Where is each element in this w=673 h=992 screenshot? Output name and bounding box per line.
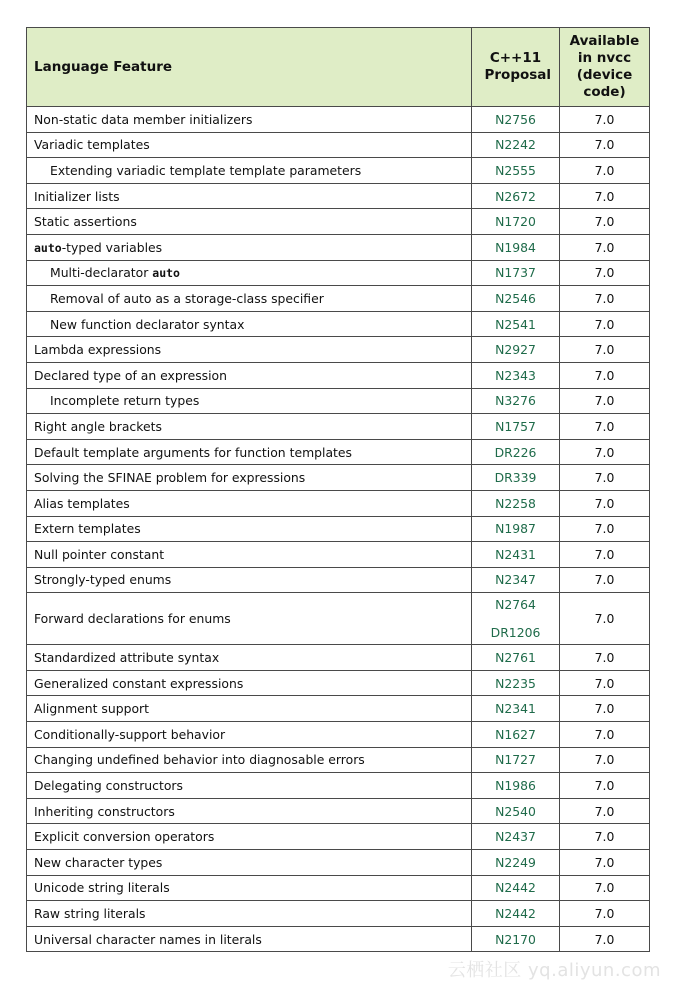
proposal-id: N2555: [495, 162, 536, 178]
feature-cell: [27, 696, 472, 722]
feature-cell: [27, 593, 472, 645]
proposal-id: N1737: [495, 265, 536, 281]
table-body: [27, 107, 650, 952]
feature-label: Strongly-typed enums: [34, 572, 172, 588]
feature-label: New character types: [34, 854, 163, 870]
available-version-cell: 7.0: [560, 362, 650, 388]
proposal-cell: [472, 670, 560, 696]
available-version-cell: 7.0: [560, 722, 650, 748]
proposal-cell: [472, 722, 560, 748]
proposal-id: N2761: [495, 650, 536, 666]
proposal-cell: [472, 901, 560, 927]
feature-cell: [27, 722, 472, 748]
table-row: [27, 670, 650, 696]
feature-cell: [27, 337, 472, 363]
available-version-cell: 7.0: [560, 209, 650, 235]
feature-cell: [27, 465, 472, 491]
feature-label: Universal character names in literals: [34, 931, 262, 947]
feature-cell: [27, 773, 472, 799]
table-row: [27, 311, 650, 337]
proposal-id: N2343: [495, 367, 536, 383]
feature-keyword: auto: [152, 266, 180, 281]
feature-cell: [27, 132, 472, 158]
proposal-id: N1727: [495, 752, 536, 768]
available-version-cell: 7.0: [560, 542, 650, 568]
proposal-cell: [472, 850, 560, 876]
table-row: [27, 850, 650, 876]
proposal-id: N2541: [495, 316, 536, 332]
cpp11-feature-table: [26, 27, 650, 952]
proposal-id: N2341: [495, 701, 536, 717]
proposal-cell: [472, 926, 560, 952]
proposal-id: N2347: [495, 572, 536, 588]
feature-cell: [27, 926, 472, 952]
feature-cell: [27, 107, 472, 133]
feature-label: Extending variadic template template parameters: [50, 162, 362, 178]
proposal-cell: [472, 645, 560, 671]
feature-label: Unicode string literals: [34, 880, 170, 896]
table-row: [27, 901, 650, 927]
available-version-cell: 7.0: [560, 567, 650, 593]
feature-cell: [27, 490, 472, 516]
available-version-cell: 7.0: [560, 439, 650, 465]
feature-label: Declared type of an expression: [34, 367, 227, 383]
available-version-cell: 7.0: [560, 311, 650, 337]
proposal-id: N1757: [495, 418, 536, 434]
feature-cell: [27, 850, 472, 876]
feature-cell: [27, 439, 472, 465]
feature-label: Standardized attribute syntax: [34, 650, 220, 666]
feature-label: Delegating constructors: [34, 778, 183, 794]
available-version-cell: 7.0: [560, 850, 650, 876]
watermark: 云栖社区 yq.aliyun.com: [447, 960, 661, 981]
table-row: [27, 388, 650, 414]
header-cpp11-proposal: [472, 28, 560, 107]
proposal-cell: [472, 747, 560, 773]
available-version-cell: 7.0: [560, 337, 650, 363]
proposal-cell: [472, 465, 560, 491]
feature-cell: [27, 311, 472, 337]
available-version-cell: 7.0: [560, 798, 650, 824]
table-row: [27, 132, 650, 158]
proposal-cell: [472, 516, 560, 542]
proposal-cell: [472, 490, 560, 516]
feature-label: Inheriting constructors: [34, 803, 175, 819]
header-cpp11-proposal-text: C++11 Proposal: [484, 50, 552, 83]
proposal-id: N2249: [495, 854, 536, 870]
feature-label: Removal of auto as a storage-class specifier: [50, 290, 324, 306]
proposal-id: N1627: [495, 726, 536, 742]
available-version-cell: 7.0: [560, 414, 650, 440]
feature-cell: [27, 209, 472, 235]
proposal-id: N2431: [495, 546, 536, 562]
feature-label: -typed variables: [61, 239, 163, 255]
feature-label: Null pointer constant: [34, 546, 165, 562]
feature-cell: [27, 414, 472, 440]
available-version-cell: 7.0: [560, 824, 650, 850]
feature-cell: [27, 388, 472, 414]
table-row: [27, 439, 650, 465]
available-version-cell: 7.0: [560, 158, 650, 184]
proposal-id: N1984: [495, 239, 536, 255]
feature-label: Generalized constant expressions: [34, 675, 244, 691]
table-row: [27, 260, 650, 286]
available-version-cell: 7.0: [560, 107, 650, 133]
table-row: [27, 183, 650, 209]
proposal-id: N2546: [495, 290, 536, 306]
feature-label: Conditionally-support behavior: [34, 726, 226, 742]
proposal-cell: [472, 773, 560, 799]
feature-label: New function declarator syntax: [50, 316, 245, 332]
available-version-cell: 7.0: [560, 670, 650, 696]
proposal-cell: [472, 567, 560, 593]
feature-cell: [27, 542, 472, 568]
table-row: [27, 773, 650, 799]
feature-label: Right angle brackets: [34, 418, 162, 434]
header-available-text: Available in nvcc (device code): [569, 33, 640, 100]
proposal-id: DR226: [494, 444, 537, 460]
feature-cell: [27, 670, 472, 696]
table-row: [27, 824, 650, 850]
proposal-cell: [472, 260, 560, 286]
proposal-cell: [472, 183, 560, 209]
table-row: [27, 414, 650, 440]
feature-label: Raw string literals: [34, 906, 146, 922]
proposal-id: N2242: [495, 137, 536, 153]
feature-cell: [27, 158, 472, 184]
proposal-cell: [472, 696, 560, 722]
feature-cell: [27, 183, 472, 209]
available-version-cell: 7.0: [560, 645, 650, 671]
table-row: [27, 490, 650, 516]
table-row: [27, 209, 650, 235]
available-version-cell: 7.0: [560, 234, 650, 260]
available-version-cell: 7.0: [560, 875, 650, 901]
table-row: [27, 875, 650, 901]
header-available-in-nvcc: [560, 28, 650, 107]
proposal-cell: [472, 209, 560, 235]
feature-label: Multi-declarator: [50, 265, 153, 281]
available-version-cell: 7.0: [560, 747, 650, 773]
table-row: [27, 542, 650, 568]
feature-label: Explicit conversion operators: [34, 829, 215, 845]
feature-cell: [27, 901, 472, 927]
feature-label: Solving the SFINAE problem for expressions: [34, 470, 306, 486]
feature-label: Alignment support: [34, 701, 149, 717]
available-version-cell: 7.0: [560, 132, 650, 158]
feature-label: Alias templates: [34, 495, 130, 511]
table-row: [27, 337, 650, 363]
proposal-cell: [472, 337, 560, 363]
feature-label: Variadic templates: [34, 137, 150, 153]
table-row: [27, 465, 650, 491]
available-version-cell: 7.0: [560, 490, 650, 516]
proposal-id: N2540: [495, 803, 536, 819]
feature-label: Lambda expressions: [34, 342, 162, 358]
available-version-cell: 7.0: [560, 260, 650, 286]
header-language-feature: Language Feature: [27, 28, 472, 107]
proposal-id: N2764: [495, 596, 536, 612]
table-row: [27, 798, 650, 824]
proposal-cell: [472, 132, 560, 158]
proposal-id: N2258: [495, 495, 536, 511]
feature-label: Incomplete return types: [50, 393, 200, 409]
proposal-cell: [472, 875, 560, 901]
feature-keyword: auto: [34, 240, 62, 255]
proposal-cell: [472, 414, 560, 440]
feature-label: Default template arguments for function templates: [34, 444, 352, 460]
proposal-cell: [472, 798, 560, 824]
feature-label: Initializer lists: [34, 188, 120, 204]
proposal-id: DR1206: [490, 624, 541, 640]
proposal-id: DR339: [494, 470, 537, 486]
proposal-id: N2927: [495, 342, 536, 358]
table-row: [27, 234, 650, 260]
feature-cell: [27, 516, 472, 542]
feature-cell: [27, 286, 472, 312]
table-row: [27, 696, 650, 722]
feature-cell: [27, 567, 472, 593]
proposal-cell: [472, 439, 560, 465]
proposal-cell: [472, 824, 560, 850]
feature-cell: [27, 875, 472, 901]
feature-cell: [27, 645, 472, 671]
table-row: [27, 722, 650, 748]
available-version-cell: 7.0: [560, 183, 650, 209]
feature-label: Static assertions: [34, 214, 137, 230]
proposal-cell: [472, 311, 560, 337]
available-version-cell: 7.0: [560, 901, 650, 927]
feature-cell: [27, 824, 472, 850]
proposal-cell: [472, 388, 560, 414]
table-row: [27, 286, 650, 312]
table-header: [27, 28, 650, 107]
header-row: [27, 28, 650, 107]
table-row: [27, 362, 650, 388]
table-row: [27, 107, 650, 133]
proposal-id: N2437: [495, 829, 536, 845]
available-version-cell: 7.0: [560, 465, 650, 491]
proposal-id: N2442: [495, 906, 536, 922]
proposal-id: N2442: [495, 880, 536, 896]
feature-cell: [27, 234, 472, 260]
available-version-cell: 7.0: [560, 696, 650, 722]
proposal-cell: [472, 362, 560, 388]
proposal-cell: [472, 107, 560, 133]
table-row: [27, 593, 650, 645]
table-row: [27, 747, 650, 773]
proposal-cell: [472, 542, 560, 568]
available-version-cell: 7.0: [560, 516, 650, 542]
feature-label: Forward declarations for enums: [34, 611, 231, 627]
proposal-id: N1987: [495, 521, 536, 537]
available-version-cell: 7.0: [560, 773, 650, 799]
proposal-cell: [472, 286, 560, 312]
feature-label: Changing undefined behavior into diagnosable errors: [34, 752, 365, 768]
feature-label: Extern templates: [34, 521, 141, 537]
proposal-cell: [472, 234, 560, 260]
proposal-cell: [472, 593, 560, 645]
proposal-id: N2170: [495, 931, 536, 947]
feature-cell: [27, 362, 472, 388]
proposal-id: N3276: [495, 393, 536, 409]
table-row: [27, 645, 650, 671]
table-row: [27, 567, 650, 593]
table-row: [27, 926, 650, 952]
available-version-cell: 7.0: [560, 286, 650, 312]
available-version-cell: 7.0: [560, 926, 650, 952]
feature-cell: [27, 798, 472, 824]
proposal-id: N2235: [495, 675, 536, 691]
table-row: [27, 516, 650, 542]
proposal-id: N1986: [495, 778, 536, 794]
feature-cell: [27, 260, 472, 286]
available-version-cell: 7.0: [560, 593, 650, 645]
proposal-cell: [472, 158, 560, 184]
feature-cell: [27, 747, 472, 773]
table-row: [27, 158, 650, 184]
proposal-id: N2756: [495, 111, 536, 127]
proposal-id: N1720: [495, 214, 536, 230]
available-version-cell: 7.0: [560, 388, 650, 414]
proposal-id: N2672: [495, 188, 536, 204]
feature-label: Non-static data member initializers: [34, 111, 253, 127]
